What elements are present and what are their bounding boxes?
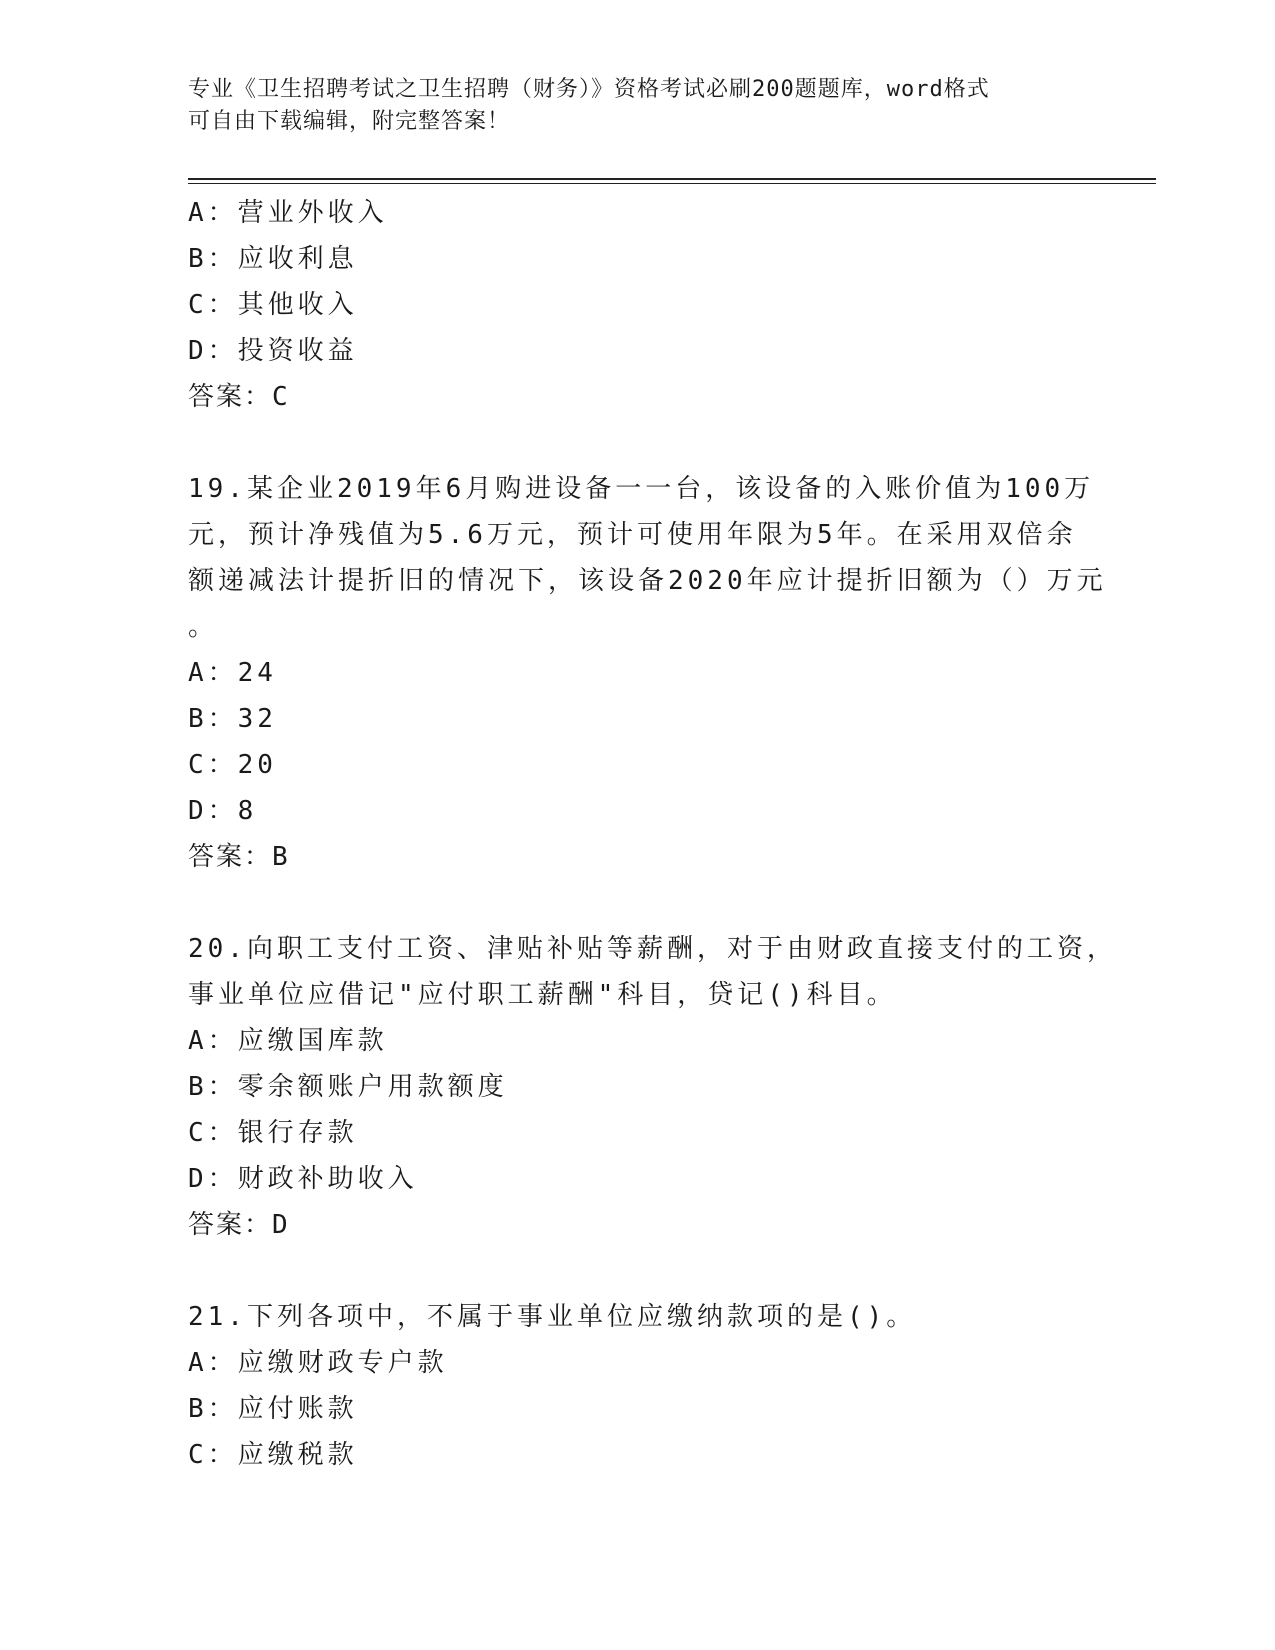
question-stem-line: 额递减法计提折旧的情况下，该设备2020年应计提折旧额为（）万元 <box>188 566 1107 596</box>
question-stem-line: 事业单位应借记"应付职工薪酬"科目，贷记()科目。 <box>188 980 897 1010</box>
option-b: B：32 <box>188 704 277 734</box>
option-c: C：20 <box>188 750 277 780</box>
spacer <box>188 880 1088 926</box>
option-a: A：24 <box>188 658 277 688</box>
option-c: C：其他收入 <box>188 290 358 320</box>
option-d: D：财政补助收入 <box>188 1164 418 1194</box>
answer: 答案：D <box>188 1210 290 1240</box>
option-b: B：应付账款 <box>188 1394 358 1424</box>
document-header <box>188 74 1068 138</box>
option-a: A：应缴国库款 <box>188 1026 388 1056</box>
question-stem-line: 19.某企业2019年6月购进设备一一台，该设备的入账价值为100万 <box>188 474 1095 504</box>
option-a: A：营业外收入 <box>188 198 388 228</box>
option-b: B：应收利息 <box>188 244 358 274</box>
question-stem-line: 21.下列各项中，不属于事业单位应缴纳款项的是()。 <box>188 1302 917 1332</box>
question-21 <box>188 1294 1088 1478</box>
question-stem-line: 元，预计净残值为5.6万元，预计可使用年限为5年。在采用双倍余 <box>188 520 1077 550</box>
header-divider-thick <box>188 178 1156 180</box>
answer: 答案：C <box>188 382 290 412</box>
option-a: A：应缴财政专户款 <box>188 1348 448 1378</box>
option-b: B：零余额账户用款额度 <box>188 1072 508 1102</box>
spacer <box>188 1248 1088 1294</box>
option-c: C：应缴税款 <box>188 1440 358 1470</box>
question-19 <box>188 466 1107 880</box>
option-d: D：投资收益 <box>188 336 358 366</box>
spacer <box>188 420 1088 466</box>
question-20 <box>188 926 1117 1248</box>
option-d: D：8 <box>188 796 258 826</box>
option-c: C：银行存款 <box>188 1118 358 1148</box>
question-list <box>188 190 1117 1478</box>
question-stem-line: 。 <box>188 612 219 642</box>
question-stem-line: 20.向职工支付工资、津贴补贴等薪酬，对于由财政直接支付的工资， <box>188 934 1117 964</box>
answer: 答案：B <box>188 842 290 872</box>
question-18 <box>188 190 1088 420</box>
header-line-2: 可自由下载编辑，附完整答案！ <box>188 109 511 134</box>
header-divider-thin <box>188 183 1156 184</box>
header-line-1: 专业《卫生招聘考试之卫生招聘（财务）》资格考试必刷200题题库，word格式 <box>188 77 990 102</box>
